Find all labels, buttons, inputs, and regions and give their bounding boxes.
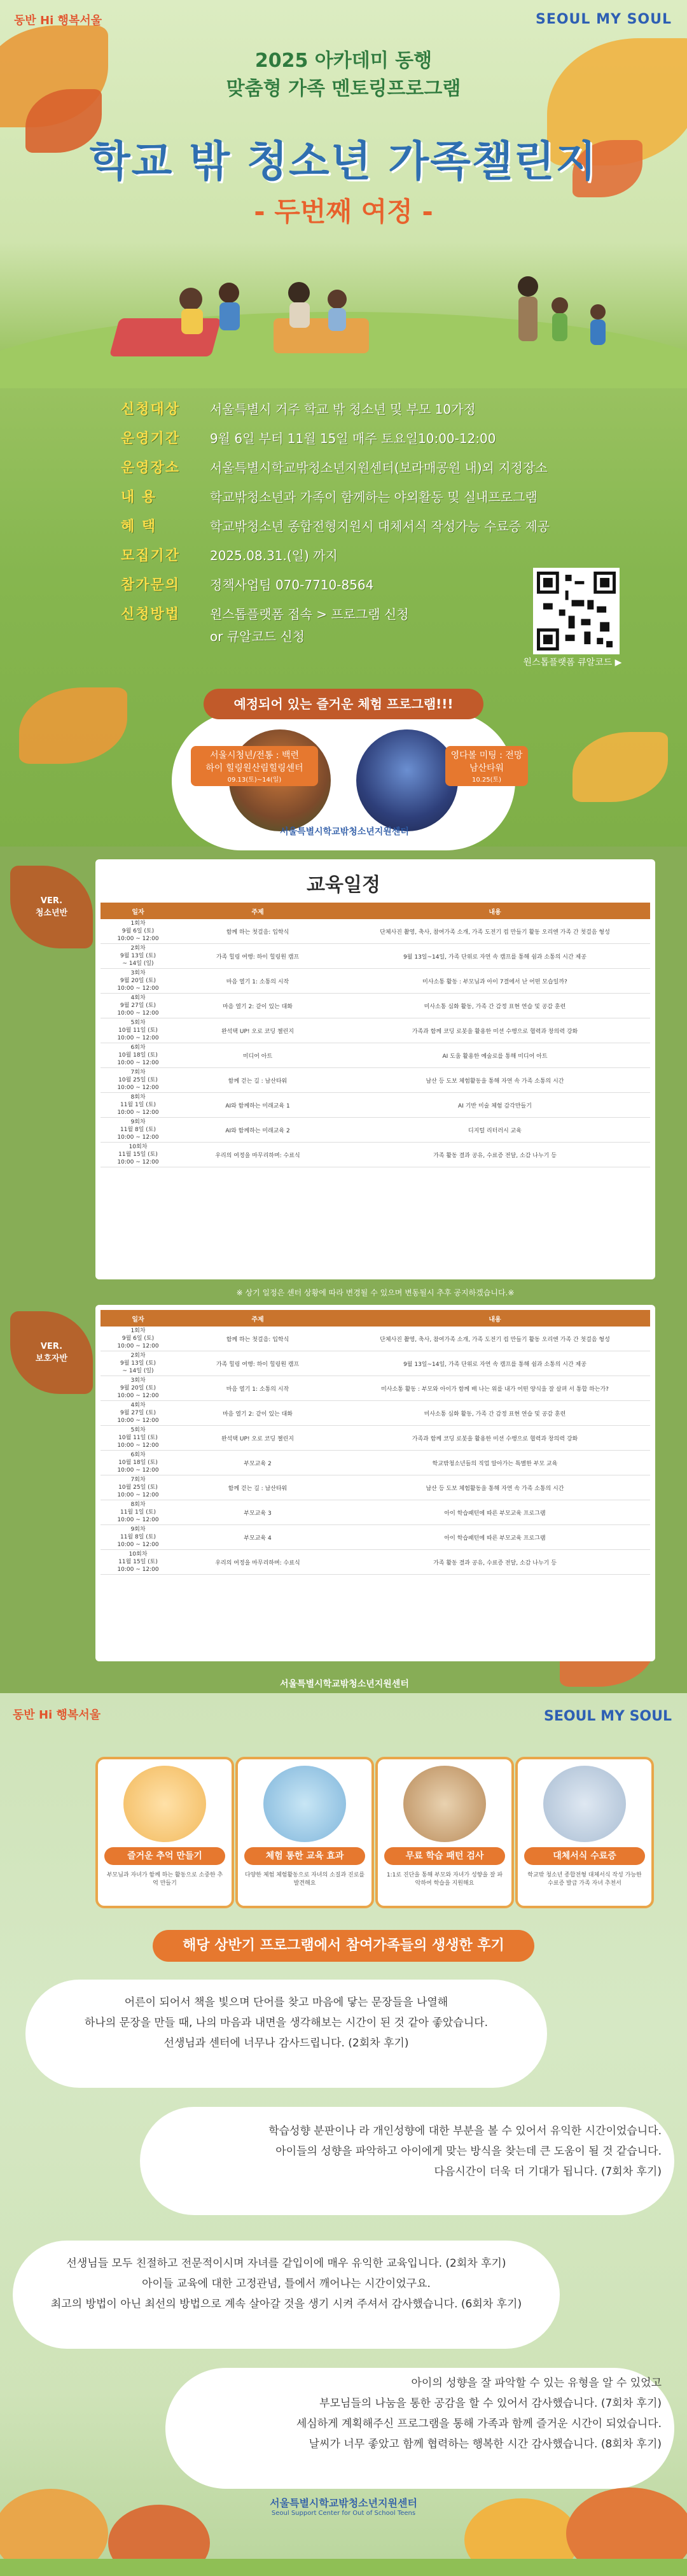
namsan-tower-photo — [356, 729, 458, 831]
review-line: 선생님들 모두 친절하고 전문적이시며 자녀를 같입이에 매우 유익한 교육입니다. (2회차 후기) — [66, 2257, 506, 2270]
ver-parent-label: VER. 보호자반 — [35, 1342, 68, 1363]
table-cell-date: 10회차 11월 15일 (토) 10:00 ~ 12:00 — [101, 1550, 176, 1575]
col-header-topic: 주제 — [176, 903, 340, 919]
family-photo — [123, 1766, 206, 1842]
table-cell-date: 5회차 10월 11일 (토) 10:00 ~ 12:00 — [101, 1018, 176, 1043]
benefit-desc: 학교밖 청소년 종합전형 대체서식 작성 가능한 수료증 발급 가족 자녀 추천서 — [527, 1872, 642, 1887]
table-cell-topic: 미디어 아트 — [176, 1043, 340, 1068]
table-cell-date: 7회차 10월 25일 (토) 10:00 ~ 12:00 — [101, 1475, 176, 1500]
program-name: 영다볼 미팅 : 전망 — [450, 750, 523, 761]
table-cell-content: AI 도움 활용한 예술로를 통해 미디어 아트 — [340, 1043, 650, 1068]
info-row-period — [121, 425, 668, 449]
table-cell-content: 미사소통 활동 : 부모님과 아이 7결에서 난 어떤 모습일까? — [340, 969, 650, 994]
benefit-title: 즐거운 추억 만들기 — [104, 1847, 225, 1865]
review-line: 날씨가 너무 좋았고 함께 협력하는 행복한 시간 감사했습니다. (8회차 후기) — [309, 2438, 662, 2451]
schedule-table-youth — [101, 903, 650, 1167]
family-picnic-illustration — [0, 242, 687, 388]
review-line: 다음시간이 더욱 더 기대가 됩니다. (7회차 후기) — [434, 2165, 662, 2178]
table-cell-topic: 마음 열기 1: 소통의 시작 — [176, 1376, 340, 1401]
table-cell-topic: 함께 걷는 길 : 남산타워 — [176, 1068, 340, 1093]
info-value: 9월 6일 부터 11월 15일 매주 토요일10:00-12:00 — [210, 430, 496, 446]
info-value-apply-qr: or 큐알코드 신청 — [210, 629, 305, 644]
page-title: 학교 밖 청소년 가족챌린지 — [89, 137, 598, 186]
qr-code-icon — [537, 572, 616, 651]
table-row — [101, 994, 650, 1018]
review-1 — [32, 1992, 541, 2053]
table-cell-topic: 함께 걷는 길 : 남산타워 — [176, 1475, 340, 1500]
table-row — [101, 1351, 650, 1376]
brand-logo-right: SEOUL MY SOUL — [543, 1708, 672, 1724]
table-row — [101, 1327, 650, 1351]
table-cell-content: 아이 학습패턴에 따른 부모교육 프로그램 — [340, 1500, 650, 1525]
info-row-benefit — [121, 513, 668, 537]
table-row — [101, 1093, 650, 1118]
benefit-title: 무료 학습 패턴 검사 — [384, 1847, 505, 1865]
table-cell-date: 8회차 11월 1일 (토) 10:00 ~ 12:00 — [101, 1500, 176, 1525]
table-row — [101, 1550, 650, 1575]
table-cell-date: 4회차 9월 27일 (토) 10:00 ~ 12:00 — [101, 994, 176, 1018]
footer-org-name: 서울특별시학교밖청소년지원센터 — [270, 2497, 417, 2509]
benefit-desc: 1:1로 진단을 통해 부모와 자녀가 성향을 잘 파악하여 학습을 지원해요 — [386, 1872, 503, 1887]
schedule-table-parent — [101, 1310, 650, 1575]
table-cell-content: 9월 13일~14일, 가족 단위로 자연 속 캠프를 통해 쉼과 소통의 시간 제공 — [340, 1351, 650, 1376]
review-line: 부모님들의 나눔을 통한 공감을 할 수 있어서 감사했습니다. (7회차 후기) — [319, 2397, 662, 2410]
table-cell-date: 1회차 9월 6일 (토) 10:00 ~ 12:00 — [101, 919, 176, 944]
table-cell-content: 남산 등 도보 체험활동을 통해 자연 속 가족 소통의 시간 — [340, 1475, 650, 1500]
table-cell-date: 2회차 9월 13일 (토) ~ 14일 (일) — [101, 1351, 176, 1376]
table-cell-date: 6회차 10월 18일 (토) 10:00 ~ 12:00 — [101, 1451, 176, 1475]
benefit-desc: 다양한 체험 체험활동으로 자녀의 소질과 진로를 발견해요 — [244, 1872, 365, 1887]
table-cell-date: 6회차 10월 18일 (토) 10:00 ~ 12:00 — [101, 1043, 176, 1068]
benefit-card-certificate — [515, 1757, 654, 1908]
benefit-card-memories — [95, 1757, 234, 1908]
review-line: 학습성향 분판이나 라 개인성향에 대한 부분을 볼 수 있어서 유익한 시간이었습니다. — [268, 2125, 662, 2137]
table-cell-content: 남산 등 도보 체험활동을 통해 자연 속 가족 소통의 시간 — [340, 1068, 650, 1093]
info-label: 신청방법 — [121, 606, 181, 623]
program-pill-2 — [445, 746, 528, 786]
table-row — [101, 1043, 650, 1068]
second-journey-label: - 두번째 여정 - — [254, 196, 433, 227]
table-cell-content: AI 기반 미술 체험 감각만들기 — [340, 1093, 650, 1118]
review-line: 하나의 문장을 만들 때, 나의 마음과 내면을 생각해보는 시간이 된 것 같아 좋았습니다. — [84, 2016, 488, 2029]
table-cell-topic: 완석택 UP! 오로 코딩 챌린지 — [176, 1018, 340, 1043]
review-line: 어른이 되어서 책을 빛으며 단어를 찾고 마음에 닿는 문장들을 나열해 — [124, 1996, 448, 2009]
table-cell-topic: 완석택 UP! 오로 코딩 챌린지 — [176, 1426, 340, 1451]
table-cell-topic: AI와 함께하는 미래교육 2 — [176, 1118, 340, 1143]
review-line: 세심하게 계획해주신 프로그램을 통해 가족과 함께 즐거운 시간이 되었습니다. — [296, 2418, 662, 2430]
table-row — [101, 1376, 650, 1401]
table-cell-topic: 마음 열기 2: 같이 있는 대화 — [176, 994, 340, 1018]
info-row-content — [121, 484, 668, 508]
table-cell-content: 미사소통 심화 활동, 가족 간 감정 표현 연습 및 공감 훈련 — [340, 1401, 650, 1426]
table-cell-content: 가족과 함께 코딩 로봇을 활용한 미션 수행으로 협력과 창의력 강화 — [340, 1018, 650, 1043]
info-value: 서울특별시학교밖청소년지원센터(보라매공원 내)외 지정장소 — [210, 460, 548, 475]
table-cell-topic: 우리의 여정을 마무리하며: 수료식 — [176, 1143, 340, 1167]
benefit-title: 대체서식 수료증 — [524, 1847, 645, 1865]
review-4 — [172, 2373, 662, 2454]
student-photo — [543, 1766, 626, 1842]
table-cell-date: 3회차 9월 20일 (토) 10:00 ~ 12:00 — [101, 1376, 176, 1401]
table-cell-content: 가족 활동 결과 공유, 수료증 전달, 소감 나누기 등 — [340, 1550, 650, 1575]
col-header-content: 내용 — [340, 903, 650, 919]
table-cell-date: 5회차 10월 11일 (토) 10:00 ~ 12:00 — [101, 1426, 176, 1451]
table-cell-date: 2회차 9월 13일 (토) ~ 14일 (일) — [101, 944, 176, 969]
qr-caption: 원스톱플랫폼 큐알코드 ▶ — [523, 658, 622, 668]
brand-logo-right: SEOUL MY SOUL — [535, 11, 672, 27]
info-label: 내 용 — [121, 489, 157, 505]
table-cell-content: 미사소통 심화 활동, 가족 간 감정 표현 연습 및 공감 훈련 — [340, 994, 650, 1018]
review-header: 해당 상반기 프로그램에서 참여가족들의 생생한 후기 — [153, 1930, 534, 1962]
brand-logo-left: 동반 Hi 행복서울 — [13, 1708, 101, 1722]
program-detail: 하이 힐링원산림힐링센터 — [205, 763, 303, 773]
info-label: 운영기간 — [121, 430, 181, 447]
program-banner: 예정되어 있는 즐거운 체험 프로그램!!! — [204, 689, 483, 719]
table-cell-topic: 우리의 여정을 마무리하며: 수료식 — [176, 1550, 340, 1575]
review-line: 최고의 방법이 아닌 최선의 방법으로 계속 살아갈 것을 생기 시켜 주셔서 감사했습니다. (6회차 후기) — [50, 2298, 522, 2311]
table-row — [101, 1525, 650, 1550]
table-cell-date: 1회차 9월 6일 (토) 10:00 ~ 12:00 — [101, 1327, 176, 1351]
program-date: 10.25(토) — [471, 777, 502, 784]
table-row — [101, 1475, 650, 1500]
table-cell-topic: 마음 열기 1: 소통의 시작 — [176, 969, 340, 994]
table-cell-topic: 함께 하는 첫걸음: 입학식 — [176, 1327, 340, 1351]
col-header-topic: 주제 — [176, 1310, 340, 1327]
info-label: 운영장소 — [121, 460, 181, 476]
table-row — [101, 1018, 650, 1043]
table-cell-date: 4회차 9월 27일 (토) 10:00 ~ 12:00 — [101, 1401, 176, 1426]
ver-youth-label: VER. 청소년반 — [35, 896, 68, 918]
info-label: 신청대상 — [121, 401, 181, 418]
review-line: 아이의 성향을 잘 파악할 수 있는 유형을 알 수 있었고 — [411, 2377, 662, 2389]
info-row-place — [121, 454, 668, 479]
table-cell-date: 9회차 11월 8일 (토) 10:00 ~ 12:00 — [101, 1118, 176, 1143]
info-row-recruit — [121, 542, 668, 567]
study-photo — [403, 1766, 486, 1842]
info-value: 학교밖청소년과 가족이 함께하는 야외활동 및 실내프로그램 — [210, 489, 538, 505]
table-cell-content: 단체사진 촬영, 축사, 참여가족 소개, 가족 도전기 컵 만들기 활동 오리엔 가족 간 첫걸음 형성 — [340, 919, 650, 944]
table-row — [101, 1451, 650, 1475]
program-detail: 남산타워 — [469, 763, 504, 773]
table-cell-content: 가족 활동 결과 공유, 수료증 전달, 소감 나누기 등 — [340, 1143, 650, 1167]
header-subtitle-2: 맞춤형 가족 멘토링프로그램 — [226, 78, 461, 100]
program-pill-1 — [191, 746, 318, 786]
info-value: 정책사업팀 070-7710-8564 — [210, 577, 374, 593]
table-cell-topic: AI와 함께하는 미래교육 1 — [176, 1093, 340, 1118]
info-value: 서울특별시 거주 학교 밖 청소년 및 부모 10가정 — [210, 401, 476, 417]
review-2 — [146, 2121, 662, 2182]
table-row — [101, 1118, 650, 1143]
program-date: 09.13(토)~14(일) — [227, 777, 282, 784]
org-logo: 서울특별시학교밖청소년지원센터 — [280, 827, 409, 837]
col-header-date: 일자 — [101, 903, 176, 919]
table-row — [101, 1401, 650, 1426]
table-cell-topic: 가족 힐링 여행: 하이 힐링원 캠프 — [176, 944, 340, 969]
table-cell-topic: 부모교육 2 — [176, 1451, 340, 1475]
info-value: 2025.08.31.(일) 까지 — [210, 547, 338, 563]
table-cell-topic: 함께 하는 첫걸음: 입학식 — [176, 919, 340, 944]
table-row — [101, 1143, 650, 1167]
review-line: 아이들 교육에 대한 고정관념, 틀에서 깨어나는 시간이었구요. — [142, 2277, 431, 2290]
schedule-title: 교육일정 — [307, 874, 380, 896]
qr-code[interactable] — [533, 568, 620, 654]
table-cell-content: 미사소통 활동 : 부모와 아이가 함께 배 나는 위를 내가 어떤 양식을 잘 살펴 서 통합 하는가? — [340, 1376, 650, 1401]
review-line: 아이들의 성향을 파악하고 아이에게 맞는 방식을 찾는데 큰 도움이 될 것 같습니다. — [275, 2145, 662, 2158]
info-label: 참가문의 — [121, 577, 181, 593]
col-header-date: 일자 — [101, 1310, 176, 1327]
info-value: 원스톱플랫폼 접속 > 프로그램 신청 — [210, 606, 409, 622]
table-row — [101, 944, 650, 969]
table-row — [101, 1426, 650, 1451]
table-cell-content: 학교밖청소년들의 직업 알아가는 특별한 부모 교육 — [340, 1451, 650, 1475]
table-cell-content: 9월 13일~14일, 가족 단위로 자연 속 캠프를 통해 쉼과 소통의 시간 제공 — [340, 944, 650, 969]
table-cell-date: 9회차 11월 8일 (토) 10:00 ~ 12:00 — [101, 1525, 176, 1550]
brand-logo-left: 동반 Hi 행복서울 — [14, 14, 102, 27]
footer-org-name-en: Seoul Support Center for Out of School Teens — [271, 2510, 416, 2517]
info-label: 혜 택 — [121, 518, 157, 535]
table-row — [101, 1500, 650, 1525]
table-cell-topic: 마음 열기 2: 같이 있는 대화 — [176, 1401, 340, 1426]
table-cell-content: 아이 학습패턴에 따른 부모교육 프로그램 — [340, 1525, 650, 1550]
table-cell-topic: 가족 힐링 여행: 하이 힐링원 캠프 — [176, 1351, 340, 1376]
table-cell-content: 단체사진 촬영, 축사, 참여가족 소개, 가족 도전기 컵 만들기 활동 오리엔 가족 간 첫걸음 형성 — [340, 1327, 650, 1351]
child-photo — [263, 1766, 346, 1842]
table-row — [101, 919, 650, 944]
benefit-card-education — [235, 1757, 374, 1908]
col-header-content: 내용 — [340, 1310, 650, 1327]
table-cell-topic: 부모교육 3 — [176, 1500, 340, 1525]
table-row — [101, 1068, 650, 1093]
table-cell-topic: 부모교육 4 — [176, 1525, 340, 1550]
info-value: 학교밖청소년 종합전형지원시 대체서식 작성가능 수료증 제공 — [210, 518, 550, 534]
table-cell-date: 7회차 10월 25일 (토) 10:00 ~ 12:00 — [101, 1068, 176, 1093]
program-name: 서울시청년/전통 : 백련 — [209, 750, 300, 761]
review-line: 선생님과 센터에 너무나 감사드립니다. (2회차 후기) — [163, 2037, 409, 2050]
schedule-notice: ※ 상기 일정은 센터 상황에 따라 변경될 수 있으며 변동될시 추후 공지하겠습니다.※ — [236, 1288, 515, 1297]
benefit-card-test — [375, 1757, 514, 1908]
table-cell-date: 3회차 9월 20일 (토) 10:00 ~ 12:00 — [101, 969, 176, 994]
header-subtitle-1: 2025 아카데미 동행 — [254, 50, 433, 72]
org-logo: 서울특별시학교밖청소년지원센터 — [280, 1679, 409, 1689]
benefit-desc: 부모님과 자녀가 함께 하는 활동으로 소중한 추억 만들기 — [106, 1872, 223, 1887]
review-3 — [19, 2253, 553, 2314]
table-row — [101, 969, 650, 994]
table-cell-date: 8회차 11월 1일 (토) 10:00 ~ 12:00 — [101, 1093, 176, 1118]
info-label: 모집기간 — [121, 547, 181, 564]
footer-org-logo — [0, 2495, 687, 2517]
info-row-target — [121, 396, 668, 420]
benefit-title: 체험 통한 교육 효과 — [244, 1847, 365, 1865]
table-cell-content: 디지털 리터러시 교육 — [340, 1118, 650, 1143]
table-cell-content: 가족과 함께 코딩 로봇을 활용한 미션 수행으로 협력과 창의력 강화 — [340, 1426, 650, 1451]
table-cell-date: 10회차 11월 15일 (토) 10:00 ~ 12:00 — [101, 1143, 176, 1167]
